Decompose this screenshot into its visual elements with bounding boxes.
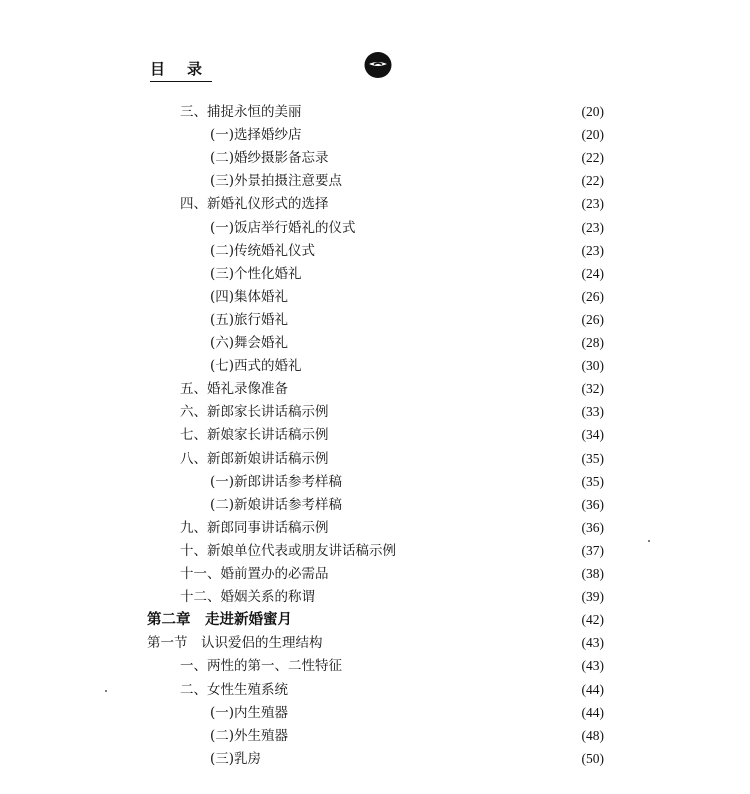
toc-entry — [147, 632, 604, 654]
dot-leader — [294, 332, 560, 354]
toc-entry — [210, 309, 604, 331]
toc-entry — [210, 471, 604, 493]
toc-entry-title: (三)个性化婚礼 — [210, 265, 302, 282]
dot-leader — [402, 540, 560, 562]
scan-speck — [648, 540, 650, 542]
toc-entry — [210, 725, 604, 747]
toc-entry-title: (三)乳房 — [210, 750, 262, 767]
toc-entry-page: (44) — [581, 704, 604, 720]
toc-entry-page: (44) — [581, 681, 604, 697]
dot-leader — [348, 471, 560, 493]
toc-entry-page: (26) — [581, 311, 604, 327]
toc-entry-page: (20) — [581, 127, 604, 143]
toc-entry-page: (23) — [581, 242, 604, 258]
dot-leader — [308, 355, 560, 377]
dot-leader — [335, 517, 561, 539]
toc-entry — [210, 240, 604, 262]
dot-leader — [335, 424, 561, 446]
toc-entry-page: (37) — [581, 542, 604, 558]
dot-leader — [321, 586, 560, 608]
dot-leader — [362, 217, 560, 239]
toc-entry-title: (二)传统婚礼仪式 — [210, 242, 316, 259]
toc-entry — [180, 586, 604, 608]
toc-entry-page: (23) — [581, 196, 604, 212]
toc-entry — [180, 655, 604, 677]
dot-leader — [321, 240, 560, 262]
toc-entry — [210, 702, 604, 724]
toc-entry-title: 九、新郎同事讲话稿示例 — [180, 519, 329, 536]
page-title: 目录 — [150, 58, 212, 82]
dot-leader — [267, 748, 560, 770]
dot-leader — [335, 401, 561, 423]
toc-entry — [180, 401, 604, 423]
toc-entry-title: 七、新娘家长讲话稿示例 — [180, 427, 329, 444]
toc-entry-title: 第一节 认识爱侣的生理结构 — [147, 635, 323, 652]
toc-entry-page: (50) — [581, 750, 604, 766]
toc-entry — [210, 170, 604, 192]
toc-entry-title: (七)西式的婚礼 — [210, 358, 302, 375]
toc-entry-title: (四)集体婚礼 — [210, 288, 289, 305]
toc-entry-page: (39) — [581, 589, 604, 605]
dot-leader — [294, 725, 560, 747]
toc-entry — [147, 609, 604, 631]
toc-entry-page: (23) — [581, 219, 604, 235]
dot-leader — [294, 702, 560, 724]
toc-entry — [180, 424, 604, 446]
toc-entry-page: (42) — [581, 612, 604, 628]
toc-entry-title: 六、新郎家长讲话稿示例 — [180, 404, 329, 421]
dot-leader — [294, 309, 560, 331]
dot-leader — [308, 101, 561, 123]
toc-entry-page: (36) — [581, 496, 604, 512]
dot-leader — [294, 286, 560, 308]
toc-entry-page: (32) — [581, 381, 604, 397]
toc-entry-page: (30) — [581, 358, 604, 374]
toc-entry-page: (38) — [581, 566, 604, 581]
toc-entry-title: (二)婚纱摄影备忘录 — [210, 150, 329, 167]
toc-entry — [180, 563, 604, 585]
toc-entry-title: 十二、婚姻关系的称谓 — [180, 589, 315, 606]
toc-entry-title: 三、捕捉永恒的美丽 — [180, 104, 302, 120]
toc-entry-title: (一)饭店举行婚礼的仪式 — [210, 219, 356, 236]
toc-entry-page: (33) — [581, 404, 604, 420]
toc-entry — [180, 679, 604, 701]
dot-leader — [335, 448, 561, 470]
dot-leader — [298, 609, 560, 631]
toc-entry — [180, 101, 604, 123]
toc-entry-page: (34) — [581, 427, 604, 443]
toc-entry-page: (43) — [581, 635, 604, 651]
toc-entry — [210, 147, 604, 169]
toc-entry-page: (20) — [581, 104, 604, 119]
toc-entry — [210, 332, 604, 354]
toc-entry-title: 五、婚礼录像准备 — [180, 381, 288, 398]
toc-entry-title: 第二章 走进新婚蜜月 — [147, 611, 292, 629]
dot-leader — [335, 563, 561, 585]
dot-leader — [348, 655, 560, 677]
dot-leader — [335, 193, 561, 215]
toc-entry-page: (35) — [581, 473, 604, 489]
toc-entry-page: (28) — [581, 335, 604, 350]
toc-entry — [180, 448, 604, 470]
toc-entry-page: (26) — [581, 288, 604, 304]
toc-entry — [180, 517, 604, 539]
dot-leader — [294, 378, 560, 400]
toc-entry-title: (一)新郎讲话参考样稿 — [210, 473, 343, 490]
toc-entry — [180, 378, 604, 400]
toc-entry-page: (22) — [581, 173, 604, 189]
toc-entry-title: (一)选择婚纱店 — [210, 127, 302, 144]
dot-leader — [308, 263, 560, 285]
toc-entry-page: (48) — [581, 727, 604, 743]
dot-leader — [294, 679, 560, 701]
toc-entry — [210, 124, 604, 146]
toc-entry-page: (36) — [581, 519, 604, 535]
toc-entry-page: (35) — [581, 450, 604, 466]
toc-entry-title: 十一、婚前置办的必需品 — [180, 566, 329, 582]
toc-entry-title: (六)舞会婚礼 — [210, 335, 289, 351]
dot-leader — [308, 124, 560, 146]
toc-entry-title: 八、新郎新娘讲话稿示例 — [180, 450, 329, 467]
page-number-badge-icon — [363, 50, 393, 80]
toc-entry — [180, 193, 604, 215]
toc-entry — [210, 355, 604, 377]
dot-leader — [335, 147, 560, 169]
toc-entry — [210, 217, 604, 239]
dot-leader — [329, 632, 561, 654]
toc-entry-title: (一)内生殖器 — [210, 704, 289, 721]
toc-entry — [210, 263, 604, 285]
toc-entry-page: (24) — [581, 265, 604, 281]
dot-leader — [348, 170, 560, 192]
toc-entry-title: (二)新娘讲话参考样稿 — [210, 496, 343, 513]
toc-entry — [180, 540, 604, 562]
toc-entry — [210, 748, 604, 770]
scan-speck — [105, 690, 107, 692]
dot-leader — [348, 494, 560, 516]
toc-entry-title: 十、新娘单位代表或朋友讲话稿示例 — [180, 542, 396, 559]
toc-entry-page: (22) — [581, 150, 604, 166]
toc-entry-title: (三)外景拍摄注意要点 — [210, 173, 343, 190]
toc-entry-title: 一、两性的第一、二性特征 — [180, 658, 342, 675]
toc-entry-title: (五)旅行婚礼 — [210, 311, 289, 328]
toc-entry-title: (二)外生殖器 — [210, 727, 289, 744]
toc-entry-title: 二、女性生殖系统 — [180, 681, 288, 698]
toc-entry — [210, 286, 604, 308]
toc-entry — [210, 494, 604, 516]
toc-entry-title: 四、新婚礼仪形式的选择 — [180, 196, 329, 213]
toc-entry-page: (43) — [581, 658, 604, 674]
